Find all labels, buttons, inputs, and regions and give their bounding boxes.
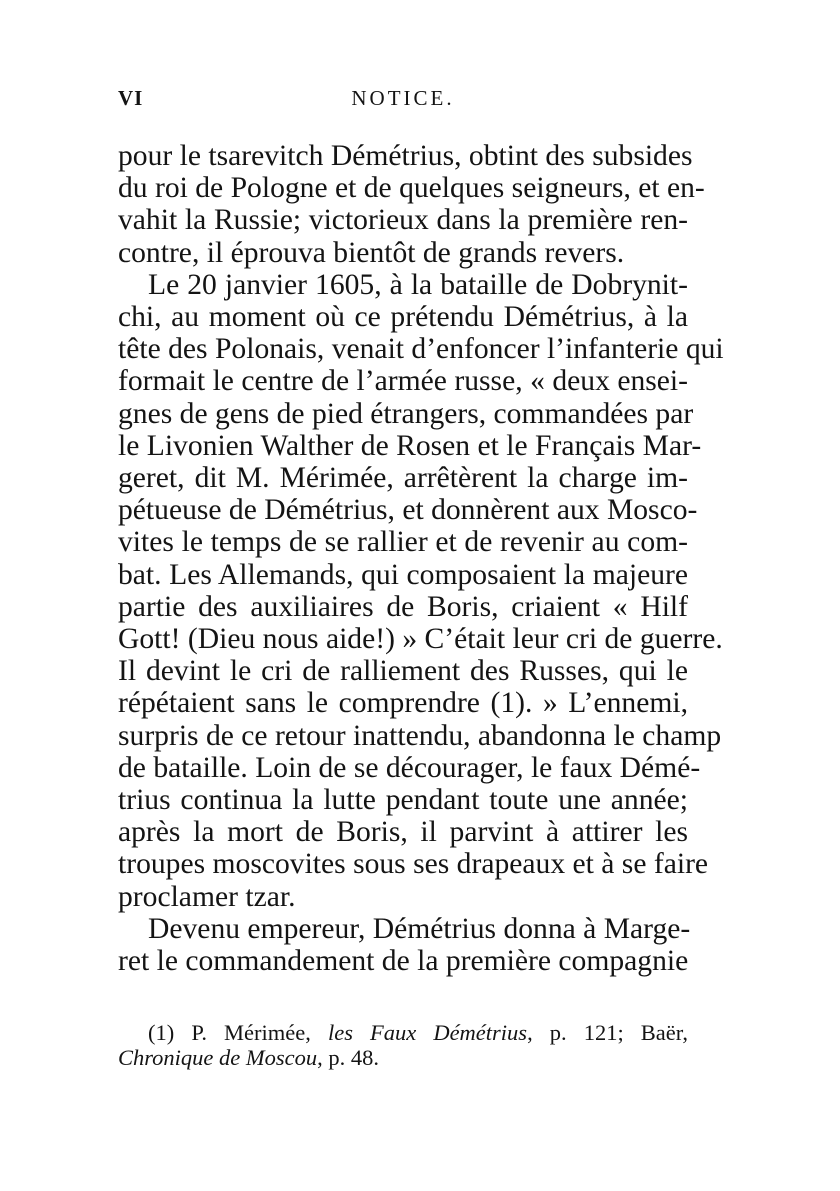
text-line: pétueuse de Démétrius, et donnèrent aux Mosco- [118, 494, 698, 527]
footnotes [118, 1021, 688, 1070]
footnote-reference: , p. 121; Baër, [527, 1020, 688, 1046]
text-line: tête des Polonais, venait d’enfoncer l’infanterie qui [118, 333, 724, 366]
body-text [118, 140, 724, 978]
text-line: Devenu empereur, Démétrius donna à Marge- [148, 912, 691, 945]
text-line: trius continua la lutte pendant toute une année; [118, 784, 688, 817]
footnote-book-title: les Faux Démétrius [327, 1020, 528, 1046]
text-line: formait le centre de l’armée russe, « deux ensei- [118, 365, 688, 398]
footnote-line [118, 1021, 688, 1046]
text-line: vites le temps de se rallier et de revenir au com- [118, 526, 688, 559]
text-line: pour le tsarevitch Démétrius, obtint des subsides [118, 140, 693, 172]
footnote-marker: (1) [148, 1020, 192, 1046]
footnote-author: P. Mérimée, [191, 1020, 328, 1046]
text-line: après la mort de Boris, il parvint à attirer les [118, 816, 688, 849]
book-page [118, 86, 724, 1070]
text-line: troupes moscovites sous ses drapeaux et à se faire [118, 848, 709, 881]
page-number: VI [118, 86, 144, 110]
footnote-line [118, 1046, 688, 1071]
text-line: chi, au moment où ce prétendu Démétrius, à la [118, 301, 688, 334]
text-line: gnes de gens de pied étrangers, commandées par [118, 397, 694, 430]
text-line: Gott! (Dieu nous aide!) » C’était leur cri de guerre. [118, 623, 723, 656]
text-line: geret, dit M. Mérimée, arrêtèrent la charge im- [118, 462, 688, 495]
text-line: Il devint le cri de ralliement des Russes, qui le [118, 655, 688, 688]
footnote-reference: , p. 48. [317, 1044, 380, 1070]
text-line: répétaient sans le comprendre (1). » L’ennemi, [118, 687, 688, 720]
text-line: du roi de Pologne et de quelques seigneurs, et en- [118, 172, 705, 205]
text-line: partie des auxiliaires de Boris, criaient « Hilf [118, 590, 688, 623]
text-line: bat. Les Allemands, qui composaient la majeure [118, 558, 688, 591]
text-line: le Livonien Walther de Rosen et le Français Mar- [118, 429, 702, 462]
text-line: ret le commandement de la première compagnie [118, 945, 689, 978]
text-line: vahit la Russie; victorieux dans la première ren- [118, 204, 688, 237]
footnote-book-title: Chronique de Moscou [118, 1044, 318, 1070]
text-line: proclamer tzar. [118, 880, 296, 913]
running-head [118, 86, 688, 126]
text-line: de bataille. Loin de se décourager, le faux Démé- [118, 751, 701, 784]
text-line: surpris de ce retour inattendu, abandonna le champ [118, 719, 722, 752]
text-line: contre, il éprouva bientôt de grands revers. [118, 236, 625, 269]
text-line: Le 20 janvier 1605, à la bataille de Dobrynit- [148, 268, 688, 301]
running-title: NOTICE. [351, 86, 455, 110]
